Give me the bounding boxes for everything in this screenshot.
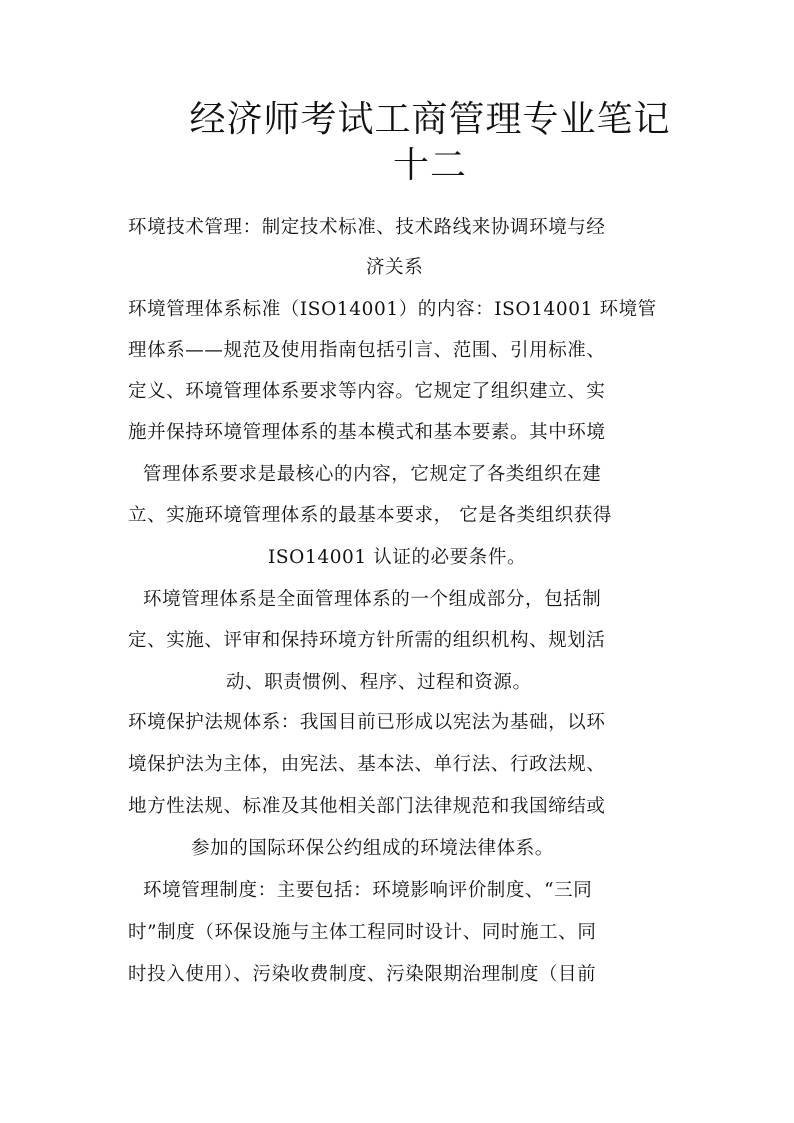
body-line: 环境技术管理：制定技术标准、技术路线来协调环境与经: [128, 217, 606, 238]
body-line: 环境管理制度：主要包括：环境影响评价制度、“三同: [143, 880, 593, 901]
body-line: 时”制度（环保设施与主体工程同时设计、同时施工、同: [128, 922, 597, 943]
body-line: 环境管理体系标准（ISO14001）的内容：ISO14001 环境管: [128, 299, 657, 320]
body-line: 境保护法为主体，由宪法、基本法、单行法、行政法规、: [128, 754, 606, 775]
body-line: 参加的国际环保公约组成的环境法律体系。: [191, 838, 554, 859]
body-line: 管理体系要求是最核心的内容，它规定了各类组织在建: [143, 464, 602, 485]
body-line: ISO14001 认证的必要条件。: [268, 547, 527, 568]
body-line: 环境保护法规体系：我国目前已形成以宪法为基础，以环: [128, 712, 606, 733]
title-line-2: 十二: [392, 145, 467, 186]
body-line: 施并保持环境管理体系的基本模式和基本要素。其中环境: [128, 422, 606, 443]
body-line: 地方性法规、标准及其他相关部门法律规范和我国缔结或: [128, 796, 606, 817]
body-line: 环境管理体系是全面管理体系的一个组成部分，包括制: [143, 589, 602, 610]
body-line: 时投入使用）、污染收费制度、污染限期治理制度（目前: [128, 964, 597, 985]
body-line: 定、实施、评审和保持环境方针所需的组织机构、规划活: [128, 630, 606, 651]
body-line: 动、职责惯例、程序、过程和资源。: [226, 672, 532, 693]
title-line-1: 经济师考试工商管理专业笔记: [189, 99, 671, 140]
body-line: 立、实施环境管理体系的最基本要求， 它是各类组织获得: [128, 505, 612, 526]
body-line: 理体系——规范及使用指南包括引言、范围、引用标准、: [128, 340, 606, 361]
body-line: 定义、环境管理体系要求等内容。它规定了组织建立、实: [128, 381, 606, 402]
body-line: 济关系: [366, 257, 424, 278]
